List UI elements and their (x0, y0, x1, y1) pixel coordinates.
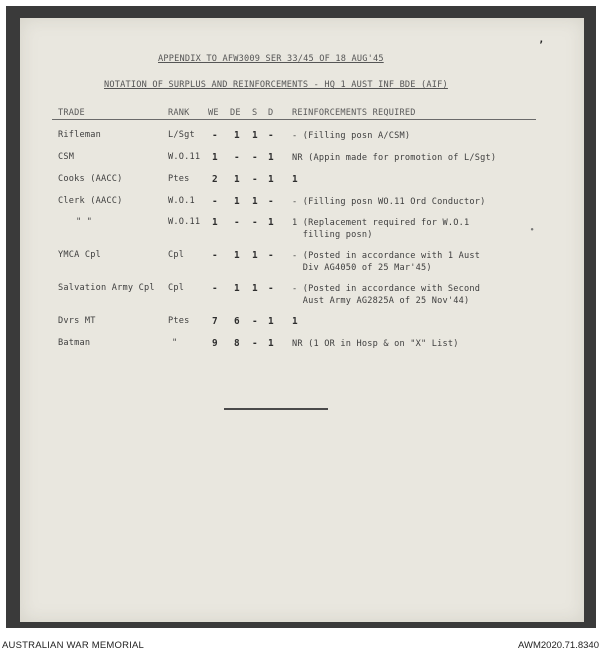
cell-s: - (252, 338, 258, 349)
cell-we: 9 (212, 338, 218, 349)
cell-trade: YMCA Cpl (58, 250, 101, 260)
cell-trade: Cooks (AACC) (58, 174, 123, 184)
cell-d: - (268, 130, 274, 141)
cell-rank: W.O.11 (168, 152, 201, 162)
cell-rank: Cpl (168, 250, 185, 260)
cell-trade: Dvrs MT (58, 316, 96, 326)
cell-de: 6 (234, 316, 240, 327)
cell-we: 1 (212, 152, 218, 163)
column-header-trade: TRADE (58, 108, 85, 118)
header-rule (52, 119, 536, 120)
column-header-de: DE (230, 108, 241, 118)
cell-rank: Cpl (168, 283, 185, 293)
column-header-s: S (252, 108, 258, 118)
cell-d: 1 (268, 217, 274, 228)
cell-trade: Salvation Army Cpl (58, 283, 155, 293)
cell-de: 1 (234, 174, 240, 185)
cell-s: - (252, 316, 258, 327)
cell-trade: Batman (58, 338, 91, 348)
cell-we: 1 (212, 217, 218, 228)
column-header-we: WE (208, 108, 219, 118)
cell-reinforcements: 1 (292, 316, 298, 327)
cell-rank: " (172, 338, 178, 348)
cell-reinforcements: 1 (Replacement required for W.O.1 filling posn) (292, 218, 470, 240)
cell-s: - (252, 152, 258, 163)
cell-s: 1 (252, 250, 258, 261)
cell-d: - (268, 196, 274, 207)
cell-s: - (252, 217, 258, 228)
cell-rank: W.O.11 (168, 217, 201, 227)
cell-we: 7 (212, 316, 218, 327)
cell-reinforcements: - (Posted in accordance with 1 Aust Div AG4050 of 25 Mar'45) (292, 251, 481, 273)
cell-s: 1 (252, 196, 258, 207)
cell-trade: Clerk (AACC) (58, 196, 123, 206)
cell-reinforcements: - (Filling posn WO.11 Ord Conductor) (292, 197, 486, 207)
end-separator (224, 408, 328, 410)
cell-we: - (212, 283, 218, 294)
cell-rank: Ptes (168, 174, 190, 184)
archive-credit: AUSTRALIAN WAR MEMORIAL (2, 640, 145, 651)
archive-reference: AWM2020.71.8340 (518, 640, 599, 651)
cell-de: 1 (234, 283, 240, 294)
document-page (20, 18, 584, 622)
document-subtitle: NOTATION OF SURPLUS AND REINFORCEMENTS - HQ 1 AUST INF BDE (AIF) (104, 80, 448, 90)
ink-mark: • (530, 226, 535, 234)
cell-s: - (252, 174, 258, 185)
cell-reinforcements: 1 (292, 174, 298, 185)
cell-reinforcements: NR (Appin made for promotion of L/Sgt) (292, 153, 497, 163)
document-title: APPENDIX TO AFW3009 SER 33/45 OF 18 AUG'45 (158, 54, 384, 64)
column-header-rank: RANK (168, 108, 190, 118)
cell-reinforcements: - (Filling posn A/CSM) (292, 131, 411, 141)
cell-we: - (212, 130, 218, 141)
cell-d: 1 (268, 338, 274, 349)
cell-rank: W.O.1 (168, 196, 195, 206)
cell-reinforcements: - (Posted in accordance with Second Aust Army AG2825A of 25 Nov'44) (292, 284, 481, 306)
cell-we: 2 (212, 174, 218, 185)
cell-rank: L/Sgt (168, 130, 195, 140)
cell-trade: CSM (58, 152, 75, 162)
ink-mark: ’ (538, 40, 545, 51)
cell-trade: " " (76, 217, 93, 227)
cell-de: - (234, 217, 240, 228)
cell-rank: Ptes (168, 316, 190, 326)
column-header-d: D (268, 108, 274, 118)
cell-de: 1 (234, 250, 240, 261)
cell-s: 1 (252, 130, 258, 141)
cell-d: - (268, 250, 274, 261)
cell-reinforcements: NR (1 OR in Hosp & on "X" List) (292, 339, 459, 349)
cell-de: - (234, 152, 240, 163)
column-header-reinforcements: REINFORCEMENTS REQUIRED (292, 108, 416, 118)
cell-de: 1 (234, 196, 240, 207)
cell-d: 1 (268, 316, 274, 327)
cell-trade: Rifleman (58, 130, 101, 140)
cell-d: - (268, 283, 274, 294)
cell-s: 1 (252, 283, 258, 294)
cell-d: 1 (268, 174, 274, 185)
cell-de: 1 (234, 130, 240, 141)
cell-we: - (212, 196, 218, 207)
cell-we: - (212, 250, 218, 261)
cell-d: 1 (268, 152, 274, 163)
cell-de: 8 (234, 338, 240, 349)
